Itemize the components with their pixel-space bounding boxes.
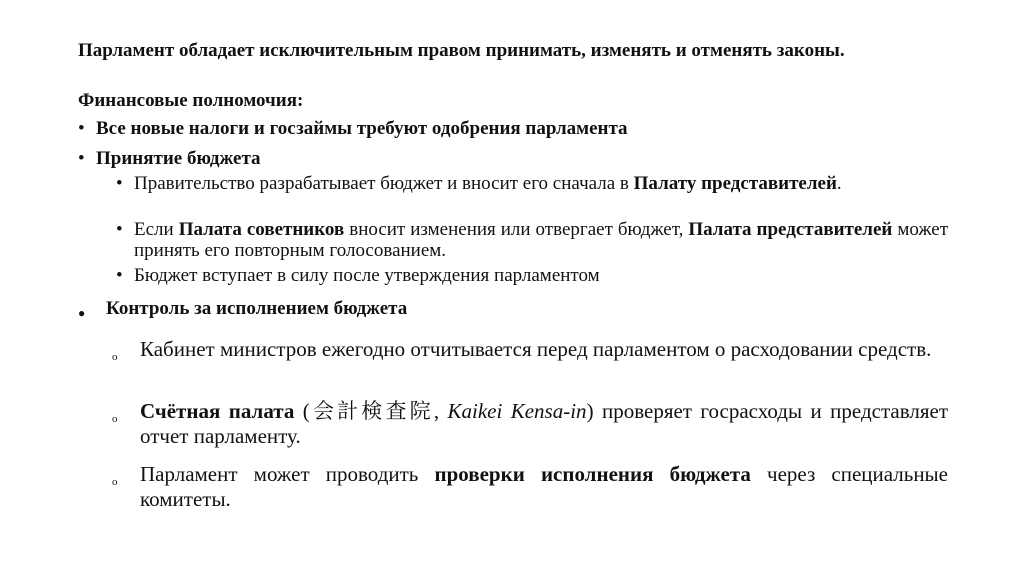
bullet-marker: • xyxy=(78,148,85,169)
circle-marker: o xyxy=(112,476,118,488)
circle-marker: o xyxy=(112,413,118,425)
control-item-committees-text: Парламент может проводить проверки исполнения бюджета через специальные комитеты. xyxy=(140,462,948,511)
control-item-audit-board-text: Счётная палата (会計検査院, Kaikei Kensa-in) проверяет госрасходы и представляет отчет парламенту. xyxy=(140,399,948,448)
intro-paragraph: Парламент обладает исключительным правом принимать, изменять и отменять законы. xyxy=(78,40,845,61)
finance-heading: Финансовые полномочия: xyxy=(78,90,304,111)
sub-item-councillors xyxy=(116,219,948,261)
control-item-cabinet-text: Кабинет министров ежегодно отчитывается перед парламентом о расходовании средств. xyxy=(140,337,932,361)
bullet-taxes xyxy=(78,118,628,140)
bullet-budget-text: Принятие бюджета xyxy=(96,148,261,169)
sub-item-councillors-text: Если Палата советников вносит изменения или отвергает бюджет, Палата представителей может принять его повторным голосованием. xyxy=(134,219,949,261)
sub-item-enactment-text: Бюджет вступает в силу после утверждения парламентом xyxy=(134,265,600,286)
control-item-committees xyxy=(112,462,948,512)
sub-item-enactment xyxy=(116,265,948,286)
bullet-budget-adoption xyxy=(78,148,261,170)
control-bullet-marker: ● xyxy=(78,306,86,320)
control-item-audit-board xyxy=(112,399,948,449)
sub-item-government-text: Правительство разрабатывает бюджет и вносит его сначала в Палату представителей. xyxy=(134,173,842,194)
control-heading-text: Контроль за исполнением бюджета xyxy=(106,298,408,319)
bullet-taxes-text: Все новые налоги и госзаймы требуют одобрения парламента xyxy=(96,118,628,139)
bullet-marker: • xyxy=(78,118,85,139)
sub-bullet-marker: • xyxy=(116,173,123,194)
control-item-cabinet xyxy=(112,337,948,362)
sub-bullet-marker: • xyxy=(116,219,123,240)
sub-item-government xyxy=(116,173,948,194)
control-heading xyxy=(78,298,407,320)
circle-marker: o xyxy=(112,351,118,363)
sub-bullet-marker: • xyxy=(116,265,123,286)
